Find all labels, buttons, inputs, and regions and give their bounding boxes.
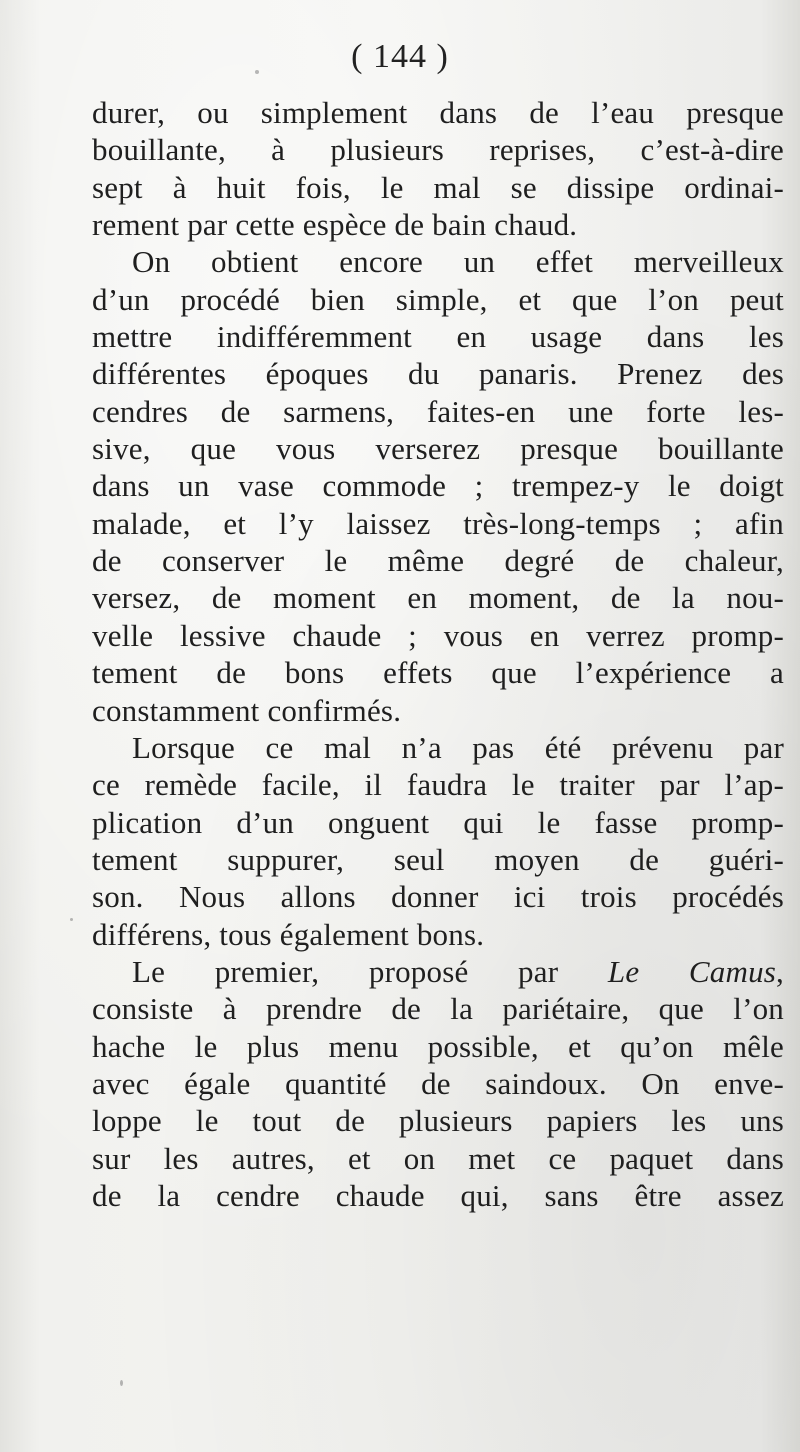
- text-line: cendres de sarmens, faites-en une forte les-: [92, 393, 784, 429]
- text-line: différentes époques du panaris. Prenez des: [92, 356, 784, 392]
- text-line: rement par cette espèce de bain chaud.: [92, 207, 578, 243]
- text-segment: ,: [776, 953, 784, 989]
- text-line: ce remède facile, il faudra le traiter par l’ap-: [92, 767, 784, 803]
- text-line: loppe le tout de plusieurs papiers les uns: [92, 1103, 784, 1139]
- text-line: son. Nous allons donner ici trois procédés: [92, 879, 784, 915]
- page-number: ( 144 ): [351, 38, 449, 75]
- text-line: sept à huit fois, le mal se dissipe ordinai-: [92, 169, 784, 205]
- body-text: [92, 94, 784, 1214]
- text-line: malade, et l’y laissez très-long-temps ; afin: [92, 505, 784, 541]
- paper-speck: [70, 918, 73, 921]
- text-line: constamment confirmés.: [92, 692, 402, 728]
- paper-speck: [120, 1380, 123, 1386]
- text-line: sive, que vous verserez presque bouillante: [92, 431, 784, 467]
- text-line: d’un procédé bien simple, et que l’on peut: [92, 281, 784, 317]
- text-line: de conserver le même degré de chaleur,: [92, 543, 784, 579]
- text-line: dans un vase commode ; trempez-y le doigt: [92, 468, 784, 504]
- text-line: de la cendre chaude qui, sans être assez: [92, 1177, 784, 1213]
- text-line: avec égale quantité de saindoux. On enve-: [92, 1065, 784, 1101]
- text-line: tement de bons effets que l’expérience a: [92, 655, 784, 691]
- paper-speck: [255, 70, 259, 74]
- text-line: différens, tous également bons.: [92, 916, 485, 952]
- text-line: plication d’un onguent qui le fasse promp-: [92, 804, 784, 840]
- text-line: bouillante, à plusieurs reprises, c’est-à-dire: [92, 132, 784, 168]
- text-segment: Le premier, proposé par: [132, 953, 608, 989]
- text-line: sur les autres, et on met ce paquet dans: [92, 1140, 784, 1176]
- text-line: hache le plus menu possible, et qu’on mêle: [92, 1028, 784, 1064]
- text-line: consiste à prendre de la pariétaire, que l’on: [92, 991, 784, 1027]
- text-line: velle lessive chaude ; vous en verrez promp-: [92, 617, 784, 653]
- paragraph-start-line: [92, 953, 784, 990]
- text-line: mettre indifféremment en usage dans les: [92, 319, 784, 355]
- paragraph-start-line: Lorsque ce mal n’a pas été prévenu par: [132, 729, 784, 765]
- text-line: tement suppurer, seul moyen de guéri-: [92, 841, 784, 877]
- paragraph-start-line: On obtient encore un effet merveilleux: [132, 244, 784, 280]
- text-line: versez, de moment en moment, de la nou-: [92, 580, 784, 616]
- text-line: durer, ou simplement dans de l’eau presque: [92, 95, 784, 130]
- author-name-italic: Le Camus: [607, 953, 777, 989]
